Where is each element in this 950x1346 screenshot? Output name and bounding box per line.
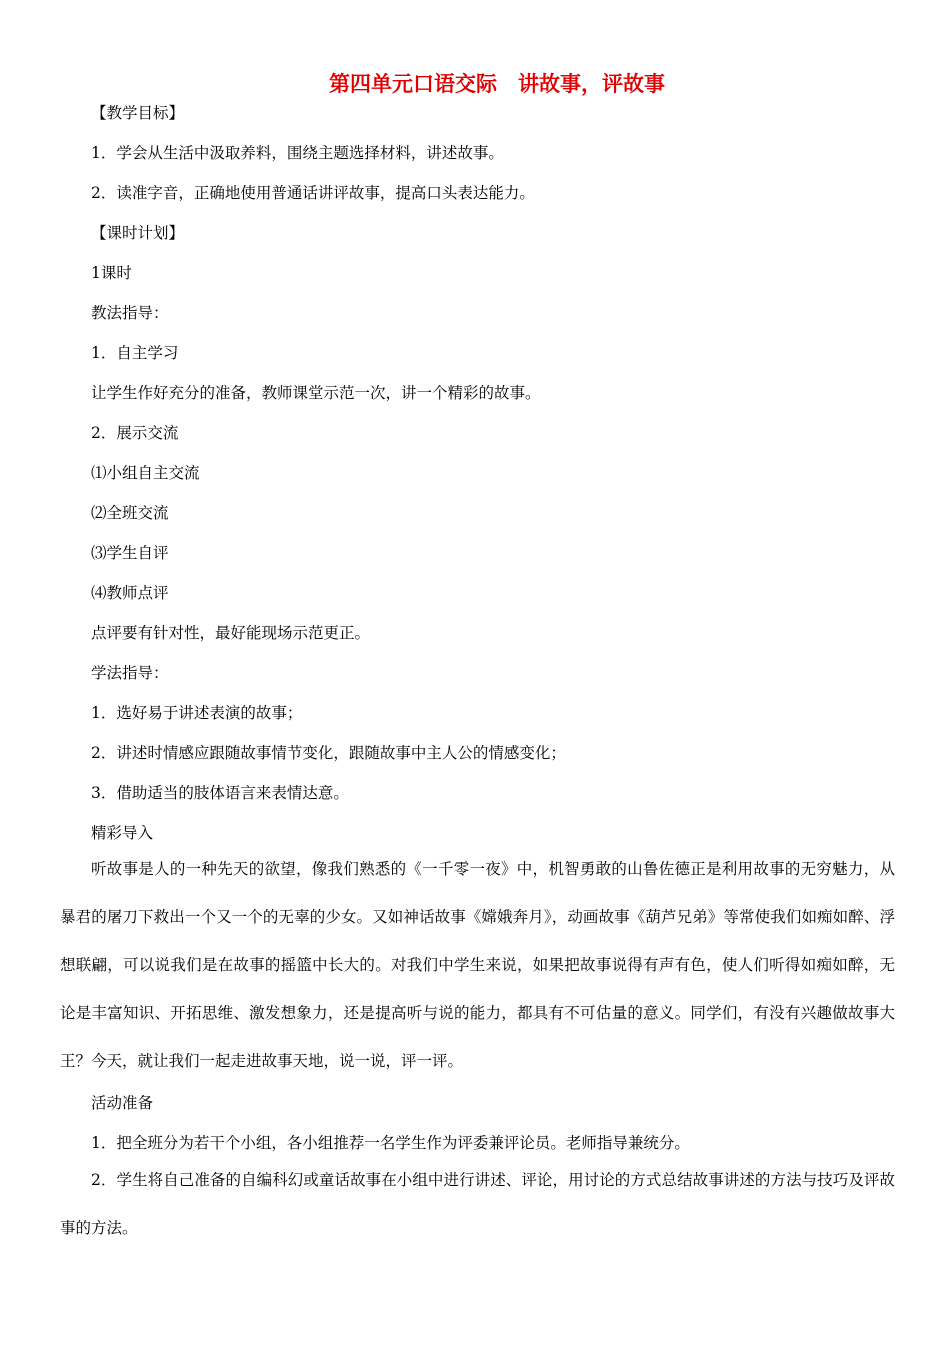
prep-heading: 活动准备 bbox=[91, 1094, 154, 1112]
plan-heading: 【课时计划】 bbox=[91, 224, 185, 242]
teaching-guide-item: ⑷教师点评 bbox=[91, 584, 169, 602]
prep-item: 1．把全班分为若干个小组，各小组推荐一名学生作为评委兼评论员。老师指导兼统分。 bbox=[91, 1134, 690, 1152]
teaching-guide-item: 2．展示交流 bbox=[91, 424, 179, 442]
teaching-guide-heading: 教法指导： bbox=[91, 304, 169, 322]
teaching-guide-item: ⑶学生自评 bbox=[91, 544, 169, 562]
goals-heading: 【教学目标】 bbox=[91, 104, 185, 122]
goal-item: 1．学会从生活中汲取养料，围绕主题选择材料，讲述故事。 bbox=[91, 144, 504, 162]
teaching-guide-item: 1．自主学习 bbox=[91, 344, 179, 362]
page-title: 第四单元口语交际 讲故事，评故事 bbox=[329, 72, 665, 96]
learning-guide-item: 2．讲述时情感应跟随故事情节变化，跟随故事中主人公的情感变化； bbox=[91, 744, 566, 762]
intro-paragraph: 听故事是人的一种先天的欲望，像我们熟悉的《一千零一夜》中，机智勇敢的山鲁佐德正是利用故事的无穷魅力，从暴君的屠刀下救出一个又一个的无辜的少女。又如神话故事《嫦娥奔月》，动画故事《葫芦兄弟》等常使我们如痴如醉、浮想联翩，可以说我们是在故事的摇篮中长大的。对我们中学生来说，如果把故事说得有声有色，使人们听得如痴如醉，无论是丰富知识、开拓思维、激发想象力，还是提高听与说的能力，都具有不可估量的意义。同学们，有没有兴趣做故事大王？今天，就让我们一起走进故事天地，说一说，评一评。 bbox=[60, 860, 895, 1070]
teaching-guide-item: ⑴小组自主交流 bbox=[91, 464, 200, 482]
teaching-guide-item: ⑵全班交流 bbox=[91, 504, 169, 522]
teaching-guide-item: 让学生作好充分的准备，教师课堂示范一次，讲一个精彩的故事。 bbox=[91, 384, 541, 402]
intro-heading: 精彩导入 bbox=[91, 824, 154, 842]
goal-item: 2．读准字音，正确地使用普通话讲评故事，提高口头表达能力。 bbox=[91, 184, 535, 202]
learning-guide-item: 1．选好易于讲述表演的故事； bbox=[91, 704, 303, 722]
learning-guide-item: 3．借助适当的肢体语言来表情达意。 bbox=[91, 784, 349, 802]
learning-guide-heading: 学法指导： bbox=[91, 664, 169, 682]
teaching-guide-item: 点评要有针对性，最好能现场示范更正。 bbox=[91, 624, 371, 642]
prep-item: 2．学生将自己准备的自编科幻或童话故事在小组中进行讲述、评论，用讨论的方式总结故事讲述的方法与技巧及评故事的方法。 bbox=[60, 1171, 895, 1237]
plan-hours: 1课时 bbox=[91, 264, 132, 282]
